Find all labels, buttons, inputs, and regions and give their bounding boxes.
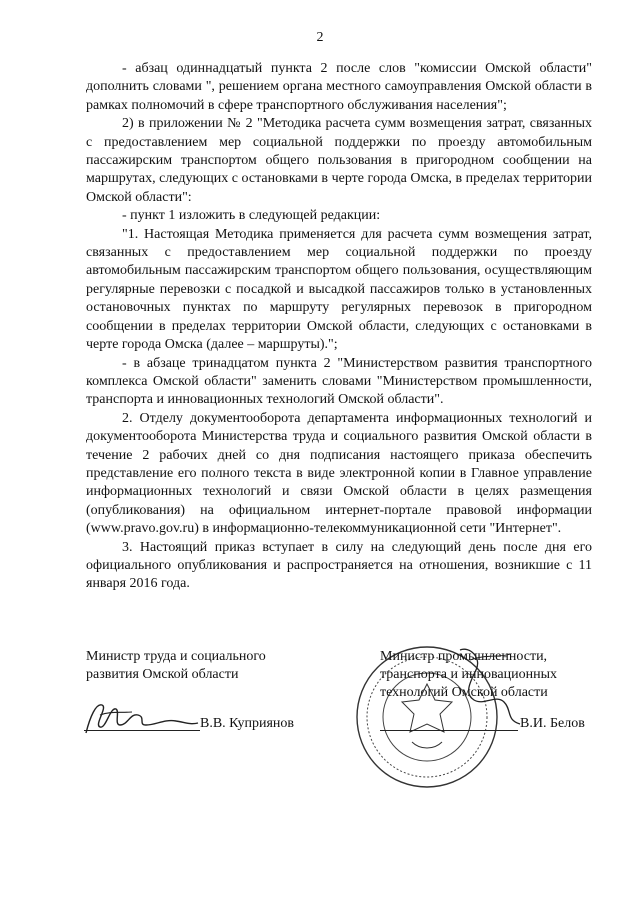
paragraph: - в абзаце тринадцатом пункта 2 "Министерством развития транспортного комплекса Омской области" заменить словами "Министерством промышленности, транспорта и инновационных технологий Омской области". <box>86 355 592 408</box>
signatory-title: транспорта и инновационных <box>380 667 558 682</box>
signatory-title: технологий Омской области <box>380 685 548 700</box>
signatory-name: В.В. Куприянов <box>200 716 294 731</box>
paragraph: 3. Настоящий приказ вступает в силу на следующий день после дня его официального опубликования и распространяется на отношения, возникшие с 11 января 2016 года. <box>86 539 592 592</box>
handwritten-signature-icon <box>430 640 540 730</box>
signatory-title: развития Омской области <box>86 667 239 682</box>
paragraph: "1. Настоящая Методика применяется для расчета сумм возмещения затрат, связанных с предоставлением мер социальной поддержки по проезду автомобильным пассажирским транспортом общего пользования, осуществляющим регулярные перевозки с посадкой и высадкой пассажиров только в установленных остановочных пунктах по маршруту регулярных перевозок в пригородном сообщении в пределах территории Омской области, следующих с остановками в черте города Омска (далее – маршруты)."; <box>86 226 592 353</box>
signatory-name: В.И. Белов <box>520 716 585 731</box>
signatory-title: Министр труда и социального <box>86 649 266 664</box>
handwritten-signature-icon <box>80 695 205 737</box>
signature-block-left <box>86 648 326 684</box>
signature-line <box>380 730 518 731</box>
paragraph: - пункт 1 изложить в следующей редакции: <box>122 208 381 224</box>
paragraph: 2) в приложении № 2 "Методика расчета сумм возмещения затрат, связанных с предоставлением мер социальной поддержки по проезду автомобильным пассажирским транспортом общего пользования в пригородном сообщении на маршрутах, следующих с остановками в черте города Омска, в пределах территории Омской области": <box>86 116 592 205</box>
page-number: 2 <box>316 30 324 45</box>
signatory-title: Министр промышленности, <box>380 649 548 664</box>
paragraph: 2. Отделу документооборота департамента информационных технологий и документооборота Министерства труда и социального развития Омской области в течение 2 рабочих дней со дня подписания настоящего приказа обеспечить представление его полного текста в виде электронной копии в Главное управление информационных технологий и связи Омской области в целях размещения (опубликования) на официальном интернет-портале правовой информации (www.pravo.gov.ru) в информационно-телекоммуникационной сети "Интернет". <box>86 410 592 537</box>
document-body <box>86 60 592 594</box>
paragraph: - абзац одиннадцатый пункта 2 после слов "комиссии Омской области" дополнить словами ", решением органа местного самоуправления Омской области в рамках полномочий в сфере транспортного обслуживания населения"; <box>86 61 592 113</box>
